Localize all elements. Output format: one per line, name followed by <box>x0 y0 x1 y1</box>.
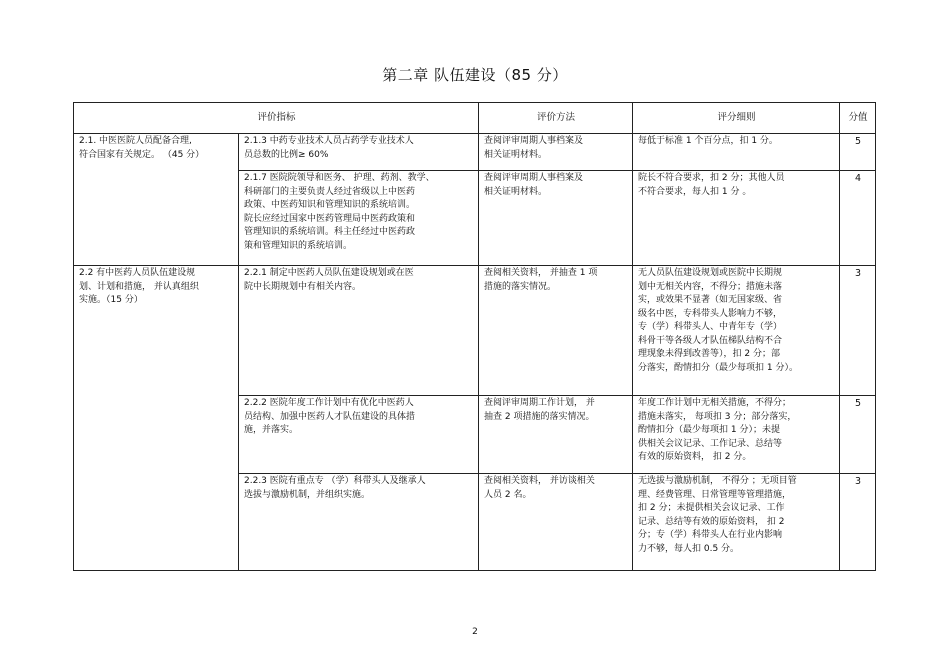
detail-line: 每低于标准 1 个百分点，扣 1 分。 <box>638 136 778 146</box>
detail-line: 力不够，每人扣 0.5 分。 <box>638 543 740 554</box>
indicator-line: 科研部门的主要负责人经过省级以上中医药 <box>244 186 416 197</box>
section-label-line: 符合国家有关规定。 （45 分） <box>79 149 205 160</box>
method-line: 相关证明材料。 <box>484 149 548 160</box>
detail-line: 级名中医，专科带头人影响力不够， <box>638 308 783 319</box>
indicator-cell <box>239 396 479 474</box>
indicator-cell <box>239 474 479 571</box>
detail-line: 年度工作计划中无相关措施，不得分； <box>638 398 792 408</box>
detail-line: 记录、总结等有效的原始资料， 扣 2 <box>638 516 785 527</box>
method-line: 人员 2 名。 <box>484 489 532 500</box>
method-cell <box>479 396 633 474</box>
score-cell: 5 <box>840 134 876 171</box>
score-cell: 5 <box>840 396 876 474</box>
detail-cell <box>633 134 840 171</box>
header-score: 分值 <box>840 103 876 134</box>
detail-cell <box>633 396 840 474</box>
detail-line: 供相关会议记录、工作记录、总结等 <box>638 438 783 449</box>
section-label-line: 实施。（15 分） <box>79 295 143 305</box>
indicator-line: 员结构、加强中医药人才队伍建设的具体措 <box>244 411 416 422</box>
indicator-line: 策和管理知识的系统培训。 <box>244 240 353 251</box>
indicator-line: 2.2.1 制定中医药人员队伍建设规划或在医 <box>244 268 414 278</box>
score-cell: 4 <box>840 171 876 266</box>
section-label-line: 划、计划和措施， 并认真组织 <box>79 281 199 292</box>
detail-cell <box>633 474 840 571</box>
page-number: 2 <box>472 627 478 637</box>
header-method: 评价方法 <box>479 103 633 134</box>
method-line: 查阅相关资料， 并访谈相关 <box>484 476 595 486</box>
section-label <box>74 134 239 266</box>
method-line: 查阅评审周期人事档案及 <box>484 173 584 183</box>
method-line: 措施的落实情况。 <box>484 281 557 292</box>
detail-line: 不符合要求，每人扣 1 分 。 <box>638 186 752 197</box>
method-cell <box>479 134 633 171</box>
detail-line: 实，或效果不显著（如无国家级、省 <box>638 295 783 305</box>
method-line: 相关证明材料。 <box>484 186 548 197</box>
detail-line: 专（学）科带头人、中青年专（学） <box>638 322 783 332</box>
detail-line: 划中无相关内容，不得分；措施未落 <box>638 281 783 292</box>
detail-line: 措施未落实， 每项扣 3 分；部分落实， <box>638 411 797 422</box>
detail-line: 分落实，酌情扣分（最少每项扣 1 分）。 <box>638 362 798 373</box>
detail-line: 理、经费管理、日常管理等管理措施， <box>638 489 792 500</box>
evaluation-table <box>73 102 876 571</box>
method-cell <box>479 266 633 396</box>
indicator-line: 施，并落实。 <box>244 425 299 435</box>
indicator-line: 管理知识的系统培训。科主任经过中医药政 <box>244 227 416 237</box>
indicator-cell <box>239 134 479 171</box>
indicator-line: 2.2.3 医院有重点专 （学）科带头人及继承人 <box>244 476 426 486</box>
detail-line: 无选拔与激励机制， 不得分 ；无项目管 <box>638 476 797 486</box>
detail-line: 院长不符合要求，扣 2 分；其他人员 <box>638 173 785 183</box>
indicator-cell <box>239 171 479 266</box>
score-cell: 3 <box>840 474 876 571</box>
detail-line: 有效的原始资料， 扣 2 分。 <box>638 452 752 462</box>
section-label-line: 2.1. 中医医院人员配备合理, <box>79 136 192 146</box>
method-line: 抽查 2 项措施的落实情况。 <box>484 411 595 422</box>
indicator-cell <box>239 266 479 396</box>
method-cell <box>479 171 633 266</box>
detail-cell <box>633 266 840 396</box>
score-cell: 3 <box>840 266 876 396</box>
table-row <box>74 266 876 396</box>
section-label-line: 2.2 有中医药人员队伍建设规 <box>79 268 196 278</box>
method-cell <box>479 474 633 571</box>
indicator-line: 2.1.3 中药专业技术人员占药学专业技术人 <box>244 136 414 146</box>
method-line: 查阅相关资料， 并抽查 1 项 <box>484 268 598 278</box>
table-row <box>74 134 876 171</box>
header-detail: 评分细则 <box>633 103 840 134</box>
chapter-title: 第二章 队伍建设（85 分） <box>382 66 568 84</box>
indicator-line: 员总数的比例≥ 60% <box>244 149 329 160</box>
indicator-line: 选拔与激励机制，并组织实施。 <box>244 489 371 500</box>
indicator-line: 2.2.2 医院年度工作计划中有优化中医药人 <box>244 398 414 408</box>
indicator-line: 2.1.7 医院院领导和医务、 护理、药剂、教学、 <box>244 173 435 183</box>
detail-line: 理现象未得到改善等），扣 2 分；部 <box>638 349 780 359</box>
detail-line: 科骨干等各级人才队伍梯队结构不合 <box>638 335 783 346</box>
indicator-line: 院长应经过国家中医药管理局中医药政策和 <box>244 213 416 224</box>
method-line: 查阅评审周期工作计划， 并 <box>484 398 595 408</box>
indicator-line: 政策、中医药知识和管理知识的系统培训。 <box>244 200 416 210</box>
detail-line: 无人员队伍建设规划或医院中长期规 <box>638 268 783 278</box>
method-line: 查阅评审周期人事档案及 <box>484 136 584 146</box>
detail-line: 分；专（学）科带头人在行业内影响 <box>638 530 783 540</box>
detail-cell <box>633 171 840 266</box>
section-label <box>74 266 239 571</box>
indicator-line: 院中长期规划中有相关内容。 <box>244 281 362 292</box>
table-header-row <box>74 103 876 134</box>
detail-line: 扣 2 分；未提供相关会议记录、工作 <box>638 503 785 513</box>
header-indicator: 评价指标 <box>74 103 479 134</box>
detail-line: 酌情扣分（最少每项扣 1 分）；未提 <box>638 425 780 435</box>
